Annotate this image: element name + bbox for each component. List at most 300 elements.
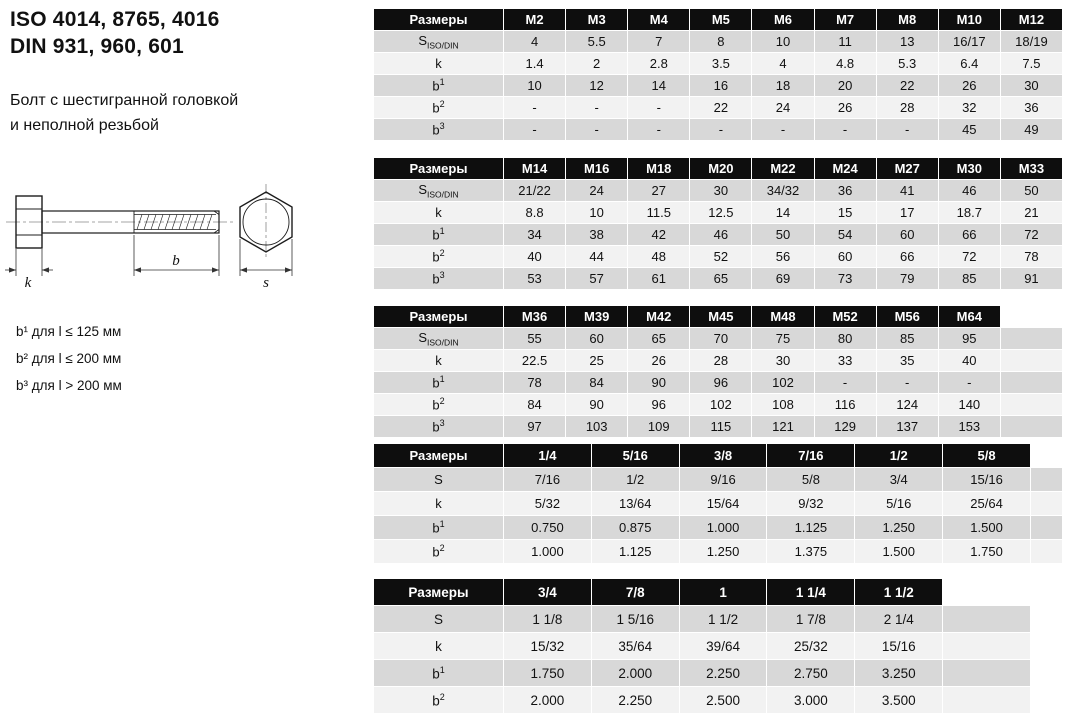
dimension-table xyxy=(373,157,1063,290)
table-header-row xyxy=(374,444,1063,468)
dim-value-cell: 0.875 xyxy=(591,516,679,540)
dim-value-cell: 34 xyxy=(504,224,566,246)
dim-value-cell: 97 xyxy=(504,416,566,438)
col-header-empty xyxy=(943,579,1031,606)
dim-value-cell: - xyxy=(566,97,628,119)
dim-value-cell: 27 xyxy=(628,180,690,202)
page-title xyxy=(10,6,220,60)
dim-value-cell: 15/16 xyxy=(943,468,1031,492)
dim-value-cell: 5.5 xyxy=(566,31,628,53)
table-row xyxy=(374,660,1031,687)
dim-value-cell: 102 xyxy=(752,372,814,394)
dim-value-cell: 12.5 xyxy=(690,202,752,224)
table-row xyxy=(374,687,1031,714)
dimension-table xyxy=(373,443,1063,564)
col-header-size: 5/16 xyxy=(591,444,679,468)
dim-value-cell: 44 xyxy=(566,246,628,268)
description-line-1: Болт с шестигранной головкой xyxy=(10,92,239,109)
dim-value-cell: 3.500 xyxy=(855,687,943,714)
col-header-label: Размеры xyxy=(374,579,504,606)
row-label: $b^2$ xyxy=(374,687,504,714)
col-header-size: M12 xyxy=(1000,9,1062,31)
dim-value-cell: 10 xyxy=(752,31,814,53)
dim-value-cell: 80 xyxy=(814,328,876,350)
col-header-size: M56 xyxy=(876,306,938,328)
dim-value-cell: - xyxy=(504,119,566,141)
col-header-size: M10 xyxy=(938,9,1000,31)
dim-value-cell: 48 xyxy=(628,246,690,268)
dim-value-cell: 61 xyxy=(628,268,690,290)
dim-value-cell: 14 xyxy=(628,75,690,97)
row-label: $b^2$ xyxy=(374,97,504,119)
empty-cell xyxy=(1000,416,1062,438)
table-row xyxy=(374,119,1063,141)
dim-value-cell: 10 xyxy=(566,202,628,224)
dim-value-cell: 121 xyxy=(752,416,814,438)
col-header-size: 1/4 xyxy=(504,444,592,468)
dim-value-cell: 4 xyxy=(752,53,814,75)
dim-value-cell: 66 xyxy=(938,224,1000,246)
dim-value-cell: 116 xyxy=(814,394,876,416)
dim-value-cell: 1.250 xyxy=(679,540,767,564)
dim-value-cell: 25/32 xyxy=(767,633,855,660)
dim-value-cell: 16/17 xyxy=(938,31,1000,53)
row-label: $S_{ISO/DIN}$ xyxy=(374,180,504,202)
table-header-row xyxy=(374,9,1063,31)
dim-value-cell: 1 5/16 xyxy=(591,606,679,633)
dim-value-cell: - xyxy=(876,119,938,141)
dim-value-cell: 26 xyxy=(814,97,876,119)
table-metric-m2-m12 xyxy=(373,8,1063,141)
dim-value-cell: 1 7/8 xyxy=(767,606,855,633)
col-header-size: M6 xyxy=(752,9,814,31)
dim-value-cell: 72 xyxy=(938,246,1000,268)
dim-value-cell: 3.000 xyxy=(767,687,855,714)
dim-value-cell: 72 xyxy=(1000,224,1062,246)
dim-value-cell: 18/19 xyxy=(1000,31,1062,53)
dim-value-cell: 73 xyxy=(814,268,876,290)
dim-value-cell: 34/32 xyxy=(752,180,814,202)
col-header-size: M7 xyxy=(814,9,876,31)
table-metric-m36-m64 xyxy=(373,305,1063,438)
dim-value-cell: 26 xyxy=(628,350,690,372)
dim-value-cell: 75 xyxy=(752,328,814,350)
dim-value-cell: 33 xyxy=(814,350,876,372)
dim-value-cell: 1.750 xyxy=(943,540,1031,564)
table-row xyxy=(374,633,1031,660)
dim-value-cell: 57 xyxy=(566,268,628,290)
row-label: $b^1$ xyxy=(374,372,504,394)
dim-value-cell: 2.500 xyxy=(679,687,767,714)
dim-value-cell: 56 xyxy=(752,246,814,268)
dim-value-cell: 10 xyxy=(504,75,566,97)
dim-value-cell: 7 xyxy=(628,31,690,53)
dim-value-cell: 0.750 xyxy=(504,516,592,540)
dim-value-cell: 49 xyxy=(1000,119,1062,141)
dim-value-cell: 50 xyxy=(752,224,814,246)
dim-value-cell: 5.3 xyxy=(876,53,938,75)
dim-value-cell: 7.5 xyxy=(1000,53,1062,75)
dim-value-cell: 20 xyxy=(814,75,876,97)
dim-value-cell: 1.750 xyxy=(504,660,592,687)
dim-value-cell: 32 xyxy=(938,97,1000,119)
dim-value-cell: 1.000 xyxy=(679,516,767,540)
col-header-size: 1 1/2 xyxy=(855,579,943,606)
dimension-table xyxy=(373,8,1063,141)
empty-cell xyxy=(943,606,1031,633)
col-header-size: M22 xyxy=(752,158,814,180)
row-label: k xyxy=(374,53,504,75)
col-header-size: M48 xyxy=(752,306,814,328)
table-row xyxy=(374,328,1063,350)
empty-cell xyxy=(943,687,1031,714)
row-label: $b^1$ xyxy=(374,224,504,246)
dim-value-cell: 11.5 xyxy=(628,202,690,224)
dim-value-cell: 35/64 xyxy=(591,633,679,660)
dim-value-cell: 60 xyxy=(814,246,876,268)
col-header-size: 1 xyxy=(679,579,767,606)
table-header-row xyxy=(374,306,1063,328)
dim-value-cell: 46 xyxy=(690,224,752,246)
dim-value-cell: 3.250 xyxy=(855,660,943,687)
table-row xyxy=(374,31,1063,53)
dim-value-cell: - xyxy=(814,119,876,141)
dim-value-cell: 65 xyxy=(628,328,690,350)
dim-value-cell: 1.375 xyxy=(767,540,855,564)
dim-value-cell: 8 xyxy=(690,31,752,53)
dim-value-cell: 2.000 xyxy=(504,687,592,714)
dim-value-cell: 46 xyxy=(938,180,1000,202)
dim-value-cell: 91 xyxy=(1000,268,1062,290)
dim-value-cell: 15/64 xyxy=(679,492,767,516)
col-header-size: M27 xyxy=(876,158,938,180)
table-row xyxy=(374,606,1031,633)
col-header-size: 7/16 xyxy=(767,444,855,468)
dim-value-cell: 84 xyxy=(504,394,566,416)
table-inch-threequarter-to-oneandhalf xyxy=(373,578,1031,714)
table-metric-m14-m33 xyxy=(373,157,1063,290)
dim-value-cell: 55 xyxy=(504,328,566,350)
table-row xyxy=(374,75,1063,97)
dim-value-cell: 15 xyxy=(814,202,876,224)
title-iso: ISO 4014, 8765, 4016 xyxy=(10,8,220,31)
row-label: k xyxy=(374,492,504,516)
dim-value-cell: 38 xyxy=(566,224,628,246)
col-header-size: M52 xyxy=(814,306,876,328)
dim-value-cell: - xyxy=(752,119,814,141)
dim-value-cell: 3.5 xyxy=(690,53,752,75)
row-label: $b^2$ xyxy=(374,540,504,564)
table-header-row xyxy=(374,579,1031,606)
dim-value-cell: 1.500 xyxy=(855,540,943,564)
row-label: $b^3$ xyxy=(374,416,504,438)
arrow-s-left xyxy=(240,267,247,272)
description-line-2: и неполной резьбой xyxy=(10,117,159,134)
arrow-b-left xyxy=(134,267,141,272)
row-label: $b^1$ xyxy=(374,660,504,687)
col-header-size: M45 xyxy=(690,306,752,328)
row-label: $S_{ISO/DIN}$ xyxy=(374,328,504,350)
col-header-size: 3/4 xyxy=(504,579,592,606)
dim-value-cell: - xyxy=(628,97,690,119)
arrow-s-right xyxy=(285,267,292,272)
arrow-k-right xyxy=(42,267,49,272)
dim-value-cell: 41 xyxy=(876,180,938,202)
table-row xyxy=(374,416,1063,438)
dim-value-cell: 15/16 xyxy=(855,633,943,660)
row-label: $b^2$ xyxy=(374,394,504,416)
dim-value-cell: 9/16 xyxy=(679,468,767,492)
table-header-row xyxy=(374,158,1063,180)
dim-value-cell: 11 xyxy=(814,31,876,53)
dim-value-cell: 1.250 xyxy=(855,516,943,540)
dim-value-cell: 108 xyxy=(752,394,814,416)
dim-value-cell: 4 xyxy=(504,31,566,53)
dim-value-cell: 66 xyxy=(876,246,938,268)
col-header-size: M8 xyxy=(876,9,938,31)
dim-value-cell: 85 xyxy=(938,268,1000,290)
dim-value-cell: 45 xyxy=(938,119,1000,141)
dim-value-cell: 2.750 xyxy=(767,660,855,687)
row-label: $b^3$ xyxy=(374,119,504,141)
dim-value-cell: 35 xyxy=(876,350,938,372)
col-header-size: M36 xyxy=(504,306,566,328)
col-header-size: M39 xyxy=(566,306,628,328)
empty-cell xyxy=(1000,328,1062,350)
dim-label-b: b xyxy=(172,253,180,269)
empty-cell xyxy=(1031,492,1063,516)
dim-value-cell: 40 xyxy=(938,350,1000,372)
dim-value-cell: 84 xyxy=(566,372,628,394)
row-label: S xyxy=(374,606,504,633)
col-header-empty xyxy=(1031,444,1063,468)
dim-value-cell: 90 xyxy=(628,372,690,394)
dim-value-cell: - xyxy=(566,119,628,141)
dim-value-cell: 102 xyxy=(690,394,752,416)
col-header-label: Размеры xyxy=(374,158,504,180)
note-b2: b² для l ≤ 200 мм xyxy=(16,351,122,366)
dim-value-cell: 52 xyxy=(690,246,752,268)
dim-value-cell: 36 xyxy=(1000,97,1062,119)
col-header-label: Размеры xyxy=(374,444,504,468)
dim-value-cell: 2 1/4 xyxy=(855,606,943,633)
dim-label-k: k xyxy=(24,275,32,291)
dim-value-cell: 22.5 xyxy=(504,350,566,372)
dim-value-cell: 2.250 xyxy=(591,687,679,714)
empty-cell xyxy=(1031,540,1063,564)
dim-value-cell: 28 xyxy=(690,350,752,372)
dim-value-cell: 9/32 xyxy=(767,492,855,516)
row-label: S xyxy=(374,468,504,492)
dim-value-cell: 1/2 xyxy=(591,468,679,492)
dim-value-cell: 3/4 xyxy=(855,468,943,492)
dim-value-cell: 1.125 xyxy=(591,540,679,564)
dim-value-cell: 124 xyxy=(876,394,938,416)
dim-value-cell: 4.8 xyxy=(814,53,876,75)
dim-value-cell: 8.8 xyxy=(504,202,566,224)
col-header-size: 1 1/4 xyxy=(767,579,855,606)
row-label: $S_{ISO/DIN}$ xyxy=(374,31,504,53)
dim-value-cell: - xyxy=(814,372,876,394)
dim-value-cell: 2.250 xyxy=(679,660,767,687)
col-header-size: M5 xyxy=(690,9,752,31)
dim-value-cell: 96 xyxy=(628,394,690,416)
table-row xyxy=(374,468,1063,492)
table-row xyxy=(374,97,1063,119)
note-b3: b³ для l > 200 мм xyxy=(16,378,122,393)
col-header-size: M16 xyxy=(566,158,628,180)
dim-value-cell: 21 xyxy=(1000,202,1062,224)
dim-value-cell: 22 xyxy=(690,97,752,119)
dim-value-cell: 2.000 xyxy=(591,660,679,687)
col-header-size: 3/8 xyxy=(679,444,767,468)
table-row xyxy=(374,246,1063,268)
col-header-size: M64 xyxy=(938,306,1000,328)
dim-value-cell: 30 xyxy=(1000,75,1062,97)
col-header-size: M33 xyxy=(1000,158,1062,180)
empty-cell xyxy=(943,660,1031,687)
title-din: DIN 931, 960, 601 xyxy=(10,35,184,58)
dim-value-cell: 30 xyxy=(690,180,752,202)
col-header-size: M18 xyxy=(628,158,690,180)
row-label: $b^1$ xyxy=(374,75,504,97)
row-label: $b^3$ xyxy=(374,268,504,290)
dim-value-cell: 6.4 xyxy=(938,53,1000,75)
col-header-label: Размеры xyxy=(374,306,504,328)
dim-value-cell: 129 xyxy=(814,416,876,438)
dimension-k xyxy=(5,249,53,276)
dim-value-cell: 18.7 xyxy=(938,202,1000,224)
col-header-size: M2 xyxy=(504,9,566,31)
dim-value-cell: 1 1/8 xyxy=(504,606,592,633)
dim-label-s: s xyxy=(263,275,269,291)
dim-value-cell: 115 xyxy=(690,416,752,438)
table-row xyxy=(374,202,1063,224)
dim-value-cell: 54 xyxy=(814,224,876,246)
dim-value-cell: 24 xyxy=(752,97,814,119)
table-row xyxy=(374,180,1063,202)
table-row xyxy=(374,350,1063,372)
dim-value-cell: 7/16 xyxy=(504,468,592,492)
dim-value-cell: 69 xyxy=(752,268,814,290)
dim-value-cell: 1.000 xyxy=(504,540,592,564)
dimension-table xyxy=(373,578,1031,714)
dim-value-cell: - xyxy=(504,97,566,119)
dim-value-cell: 1.500 xyxy=(943,516,1031,540)
col-header-size: M30 xyxy=(938,158,1000,180)
bolt-technical-drawing xyxy=(4,172,364,322)
dim-value-cell: 26 xyxy=(938,75,1000,97)
table-row xyxy=(374,516,1063,540)
dim-value-cell: 60 xyxy=(566,328,628,350)
col-header-size: 1/2 xyxy=(855,444,943,468)
table-row xyxy=(374,394,1063,416)
dim-value-cell: 78 xyxy=(504,372,566,394)
dim-value-cell: 16 xyxy=(690,75,752,97)
row-label: k xyxy=(374,202,504,224)
col-header-size: M4 xyxy=(628,9,690,31)
dim-value-cell: - xyxy=(938,372,1000,394)
dim-value-cell: 39/64 xyxy=(679,633,767,660)
col-header-size: M24 xyxy=(814,158,876,180)
dim-value-cell: 12 xyxy=(566,75,628,97)
table-inch-quarter-to-fiveeighths xyxy=(373,443,1063,564)
dim-value-cell: 1.4 xyxy=(504,53,566,75)
dim-value-cell: - xyxy=(690,119,752,141)
dim-value-cell: 5/32 xyxy=(504,492,592,516)
dim-value-cell: 5/16 xyxy=(855,492,943,516)
dim-value-cell: 50 xyxy=(1000,180,1062,202)
dim-value-cell: 137 xyxy=(876,416,938,438)
col-header-size: M14 xyxy=(504,158,566,180)
col-header-empty xyxy=(1000,306,1062,328)
empty-cell xyxy=(1000,350,1062,372)
arrow-k-left xyxy=(9,267,16,272)
col-header-size: M20 xyxy=(690,158,752,180)
dim-value-cell: 28 xyxy=(876,97,938,119)
table-row xyxy=(374,224,1063,246)
col-header-size: M3 xyxy=(566,9,628,31)
dim-value-cell: 15/32 xyxy=(504,633,592,660)
product-description xyxy=(10,88,238,138)
empty-cell xyxy=(1000,372,1062,394)
col-header-size: 7/8 xyxy=(591,579,679,606)
dim-value-cell: 36 xyxy=(814,180,876,202)
table-row xyxy=(374,53,1063,75)
dim-value-cell: 25/64 xyxy=(943,492,1031,516)
dim-value-cell: 85 xyxy=(876,328,938,350)
dim-value-cell: 24 xyxy=(566,180,628,202)
empty-cell xyxy=(1031,516,1063,540)
row-label: k xyxy=(374,633,504,660)
dim-value-cell: 2 xyxy=(566,53,628,75)
dim-value-cell: 95 xyxy=(938,328,1000,350)
dim-value-cell: 65 xyxy=(690,268,752,290)
dim-value-cell: 5/8 xyxy=(767,468,855,492)
dim-value-cell: 42 xyxy=(628,224,690,246)
dim-value-cell: 13/64 xyxy=(591,492,679,516)
dim-value-cell: 109 xyxy=(628,416,690,438)
table-row xyxy=(374,268,1063,290)
dim-value-cell: 1.125 xyxy=(767,516,855,540)
empty-cell xyxy=(1000,394,1062,416)
dim-value-cell: 13 xyxy=(876,31,938,53)
dim-value-cell: 70 xyxy=(690,328,752,350)
dim-value-cell: 2.8 xyxy=(628,53,690,75)
dim-value-cell: 21/22 xyxy=(504,180,566,202)
dimension-table xyxy=(373,305,1063,438)
col-header-size: 5/8 xyxy=(943,444,1031,468)
dim-value-cell: 103 xyxy=(566,416,628,438)
empty-cell xyxy=(943,633,1031,660)
dim-value-cell: - xyxy=(628,119,690,141)
dim-value-cell: 22 xyxy=(876,75,938,97)
length-notes xyxy=(16,318,122,399)
row-label: $b^2$ xyxy=(374,246,504,268)
table-row xyxy=(374,372,1063,394)
dim-value-cell: 14 xyxy=(752,202,814,224)
dim-value-cell: 79 xyxy=(876,268,938,290)
dim-value-cell: 96 xyxy=(690,372,752,394)
col-header-label: Размеры xyxy=(374,9,504,31)
row-label: k xyxy=(374,350,504,372)
dim-value-cell: 53 xyxy=(504,268,566,290)
dim-value-cell: 153 xyxy=(938,416,1000,438)
dim-value-cell: 78 xyxy=(1000,246,1062,268)
note-b1: b¹ для l ≤ 125 мм xyxy=(16,324,122,339)
dim-value-cell: 40 xyxy=(504,246,566,268)
empty-cell xyxy=(1031,468,1063,492)
